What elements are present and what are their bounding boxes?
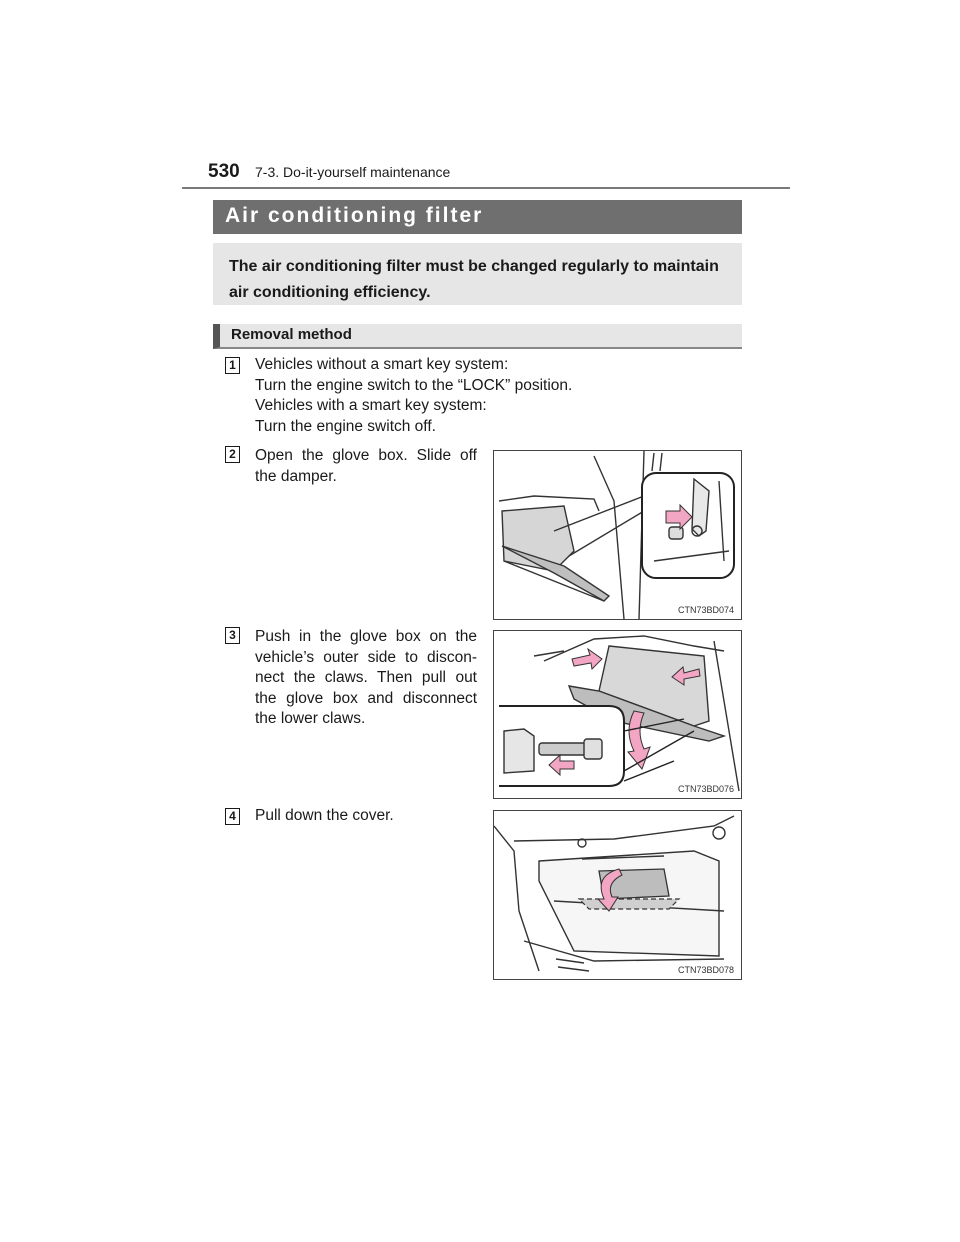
subheading: Removal method — [213, 324, 742, 349]
step-1-line: Vehicles without a smart key system: — [255, 356, 509, 373]
step-1-line: Vehicles with a smart key system: — [255, 397, 487, 414]
figure-code: CTN73BD076 — [677, 784, 734, 794]
step-1-text — [255, 355, 572, 437]
step-number-4: 4 — [225, 808, 240, 825]
glove-box-claws-illustration — [494, 631, 741, 798]
step-3-line: vehicle’s outer side to discon- — [255, 648, 477, 666]
step-3-line: the glove box and disconnect — [255, 689, 477, 707]
step-3-line: Push in the glove box on the — [255, 628, 477, 645]
step-4-line: Pull down the cover. — [255, 807, 394, 824]
step-number-2: 2 — [225, 446, 240, 463]
filter-cover-illustration — [494, 811, 741, 979]
step-1-line: Turn the engine switch to the “LOCK” position. — [255, 376, 573, 394]
figure-glove-box-claws — [493, 630, 742, 799]
figure-code: CTN73BD078 — [677, 965, 734, 975]
step-number-3: 3 — [225, 627, 240, 644]
step-2-text — [255, 446, 477, 487]
intro-text: The air conditioning filter must be changed regularly to maintain air conditioning efficiency. — [213, 243, 742, 305]
step-number-1: 1 — [225, 357, 240, 374]
step-2-line: the damper. — [255, 467, 337, 485]
figure-glove-box-damper — [493, 450, 742, 620]
step-3-line: the lower claws. — [255, 710, 366, 727]
section-title: 7-3. Do-it-yourself maintenance — [255, 164, 451, 180]
step-1-line: Turn the engine switch off. — [255, 417, 436, 435]
step-4-text — [255, 806, 394, 827]
step-3-text — [255, 627, 477, 730]
glove-box-damper-illustration — [494, 451, 741, 619]
header-rule — [182, 187, 790, 189]
step-2-line: Open the glove box. Slide off — [255, 447, 477, 464]
figure-code: CTN73BD074 — [677, 605, 734, 615]
page-title: Air conditioning filter — [213, 200, 742, 234]
step-3-line: nect the claws. Then pull out — [255, 669, 477, 686]
figure-filter-cover — [493, 810, 742, 980]
page-number: 530 — [208, 161, 240, 182]
